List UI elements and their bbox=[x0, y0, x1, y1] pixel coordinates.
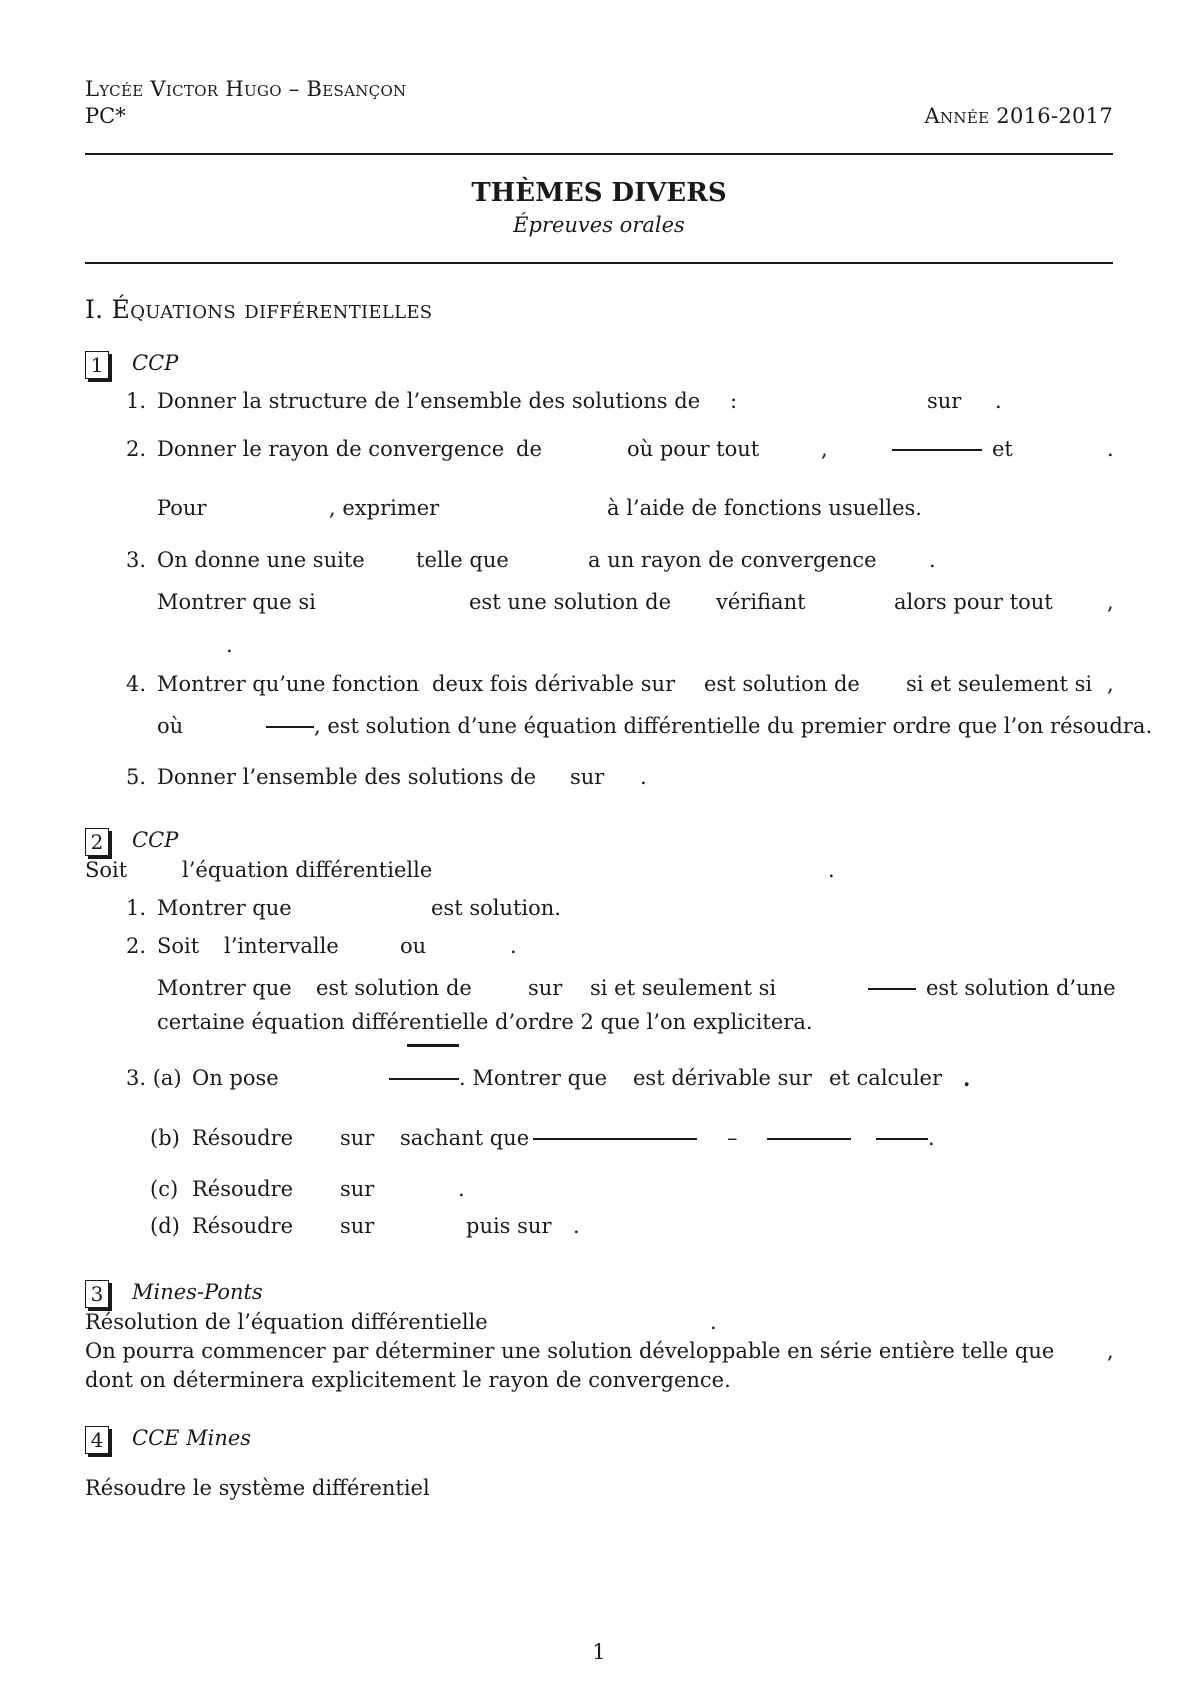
exercise-number-3: 3 bbox=[85, 1280, 109, 1308]
header-rule-top bbox=[85, 153, 1113, 155]
ex3-line-2: On pourra commencer par déterminer une solution développable en série entière telle que bbox=[85, 1339, 1055, 1363]
fraction-bar bbox=[389, 1078, 459, 1080]
exercise-number-2: 2 bbox=[85, 828, 109, 856]
school-name: Lycée Victor Hugo – Besançon bbox=[85, 77, 407, 101]
ex4-line-1: Résoudre le système différentiel bbox=[85, 1476, 430, 1500]
exercise-number-4: 4 bbox=[85, 1426, 109, 1454]
exercise-number-1: 1 bbox=[85, 351, 109, 379]
section-heading: I. Équations différentielles bbox=[85, 295, 433, 324]
ex3-line-1: Résolution de l’équation différentielle bbox=[85, 1310, 488, 1334]
fraction-bar bbox=[892, 449, 982, 451]
exercise-source-3: Mines-Ponts bbox=[132, 1280, 263, 1304]
fraction-bar bbox=[266, 726, 314, 728]
ex3-line-3: dont on déterminera explicitement le rayon de convergence. bbox=[85, 1368, 731, 1392]
exercise-source-2: CCP bbox=[132, 828, 179, 852]
page-subtitle: Épreuves orales bbox=[513, 213, 685, 237]
fraction-bar bbox=[533, 1138, 697, 1140]
exercise-source-4: CCE Mines bbox=[132, 1426, 252, 1450]
bold-bar bbox=[407, 1044, 459, 1047]
school-year: Année 2016-2017 bbox=[924, 104, 1113, 128]
fraction-bar bbox=[876, 1138, 928, 1140]
exercise-source-1: CCP bbox=[132, 351, 179, 375]
page-number: 1 bbox=[592, 1640, 606, 1664]
fraction-bar bbox=[767, 1138, 851, 1140]
class-name: PC* bbox=[85, 104, 126, 128]
fraction-bar bbox=[868, 988, 916, 990]
page-title: THÈMES DIVERS bbox=[471, 178, 727, 208]
header-rule-bottom bbox=[85, 262, 1113, 264]
